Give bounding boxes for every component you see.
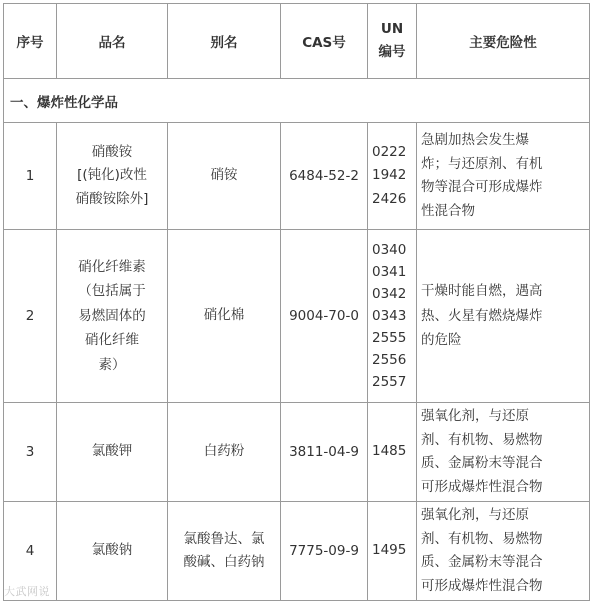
header-name: 品名 xyxy=(57,4,168,79)
text-line: 可形成爆炸性混合物 xyxy=(421,577,543,594)
text-line: 性混合物 xyxy=(421,202,475,219)
un-lines xyxy=(372,539,412,563)
text-line: 硝铵 xyxy=(210,167,238,184)
cell-cas: 9004-70-0 xyxy=(281,230,368,403)
text-line: 硝化纤维素 xyxy=(78,258,146,275)
cell-un xyxy=(368,230,417,403)
name-lines xyxy=(61,141,163,212)
cell-alias xyxy=(168,403,281,502)
hazard-lines xyxy=(421,129,585,223)
hazardous-chemicals-table xyxy=(3,3,590,601)
header-un xyxy=(368,4,417,79)
text-line: 剂、有机物、易燃物 xyxy=(421,431,543,448)
text-line: 硝化纤维 xyxy=(85,332,139,349)
text-line: 0222 xyxy=(372,143,407,160)
header-cas: CAS号 xyxy=(281,4,368,79)
table-row xyxy=(4,230,590,403)
text-line: 剂、有机物、易燃物 xyxy=(421,530,543,547)
section-row xyxy=(4,79,590,123)
text-line: 1485 xyxy=(372,443,407,460)
text-line: 素） xyxy=(98,356,126,373)
text-line: [(钝化)改性 xyxy=(77,167,147,184)
cell-alias xyxy=(168,502,281,601)
text-line: 质、金属粉末等混合 xyxy=(421,554,543,570)
text-line: 可形成爆炸性混合物 xyxy=(421,478,543,495)
cell-name xyxy=(57,123,168,230)
cell-cas: 7775-09-9 xyxy=(281,502,368,601)
cell-un xyxy=(368,502,417,601)
cell-cas: 3811-04-9 xyxy=(281,403,368,502)
text-line: 热、火星有燃烧爆炸 xyxy=(421,307,543,324)
text-line: 2556 xyxy=(372,352,407,368)
text-line: 0341 xyxy=(372,264,407,280)
hazard-lines xyxy=(421,504,585,598)
cell-un xyxy=(368,403,417,502)
text-line: 强氧化剂，与还原 xyxy=(421,408,529,424)
section-title: 一、爆炸性化学品 xyxy=(4,79,590,123)
name-lines xyxy=(61,255,163,378)
text-line: 急剧加热会发生爆 xyxy=(421,132,529,148)
cell-seq: 2 xyxy=(4,230,57,403)
cell-seq: 3 xyxy=(4,403,57,502)
header-row xyxy=(4,4,590,79)
text-line: 强氧化剂，与还原 xyxy=(421,507,529,523)
cell-seq: 4 xyxy=(4,502,57,601)
text-line: 的危险 xyxy=(421,332,462,349)
text-line: 干燥时能自燃，遇高 xyxy=(421,283,543,300)
text-line: （包括属于 xyxy=(78,283,146,300)
text-line: 2557 xyxy=(372,374,407,390)
name-lines xyxy=(61,440,163,464)
name-lines xyxy=(61,539,163,563)
table-row xyxy=(4,123,590,230)
table-row xyxy=(4,403,590,502)
text-line: 质、金属粉末等混合 xyxy=(421,455,543,471)
header-seq: 序号 xyxy=(4,4,57,79)
text-line: 硝酸铵除外] xyxy=(75,190,149,207)
cell-hazard xyxy=(417,502,590,601)
cell-seq: 1 xyxy=(4,123,57,230)
text-line: 2555 xyxy=(372,330,407,346)
text-line: 物等混合可形成爆炸 xyxy=(421,179,543,195)
cell-name xyxy=(57,403,168,502)
text-line: 0340 xyxy=(372,242,407,258)
table-row xyxy=(4,502,590,601)
un-lines xyxy=(372,239,412,393)
header-hazard: 主要危险性 xyxy=(417,4,590,79)
text-line: 氯酸钾 xyxy=(91,443,133,460)
text-line: 氯酸鲁达、氯 xyxy=(183,530,265,547)
text-line: 0343 xyxy=(372,308,407,324)
text-line: 1495 xyxy=(372,542,407,559)
hazard-lines xyxy=(421,279,585,353)
text-line: 氯酸钠 xyxy=(91,542,133,559)
cell-hazard xyxy=(417,230,590,403)
header-un-line1: UN xyxy=(380,21,404,37)
text-line: 炸；与还原剂、有机 xyxy=(421,155,543,172)
cell-hazard xyxy=(417,123,590,230)
hazard-lines xyxy=(421,405,585,499)
text-line: 易燃固体的 xyxy=(78,307,146,324)
text-line: 1942 xyxy=(372,167,407,184)
text-line: 硝酸铵 xyxy=(91,143,133,160)
text-line: 白药粉 xyxy=(203,443,245,460)
un-lines xyxy=(372,141,412,212)
header-un-line2: 编号 xyxy=(378,44,406,60)
cell-name xyxy=(57,502,168,601)
alias-lines xyxy=(172,304,276,328)
cell-un xyxy=(368,123,417,230)
cell-alias xyxy=(168,230,281,403)
text-line: 0342 xyxy=(372,286,407,302)
cell-hazard xyxy=(417,403,590,502)
un-lines xyxy=(372,440,412,464)
cell-cas: 6484-52-2 xyxy=(281,123,368,230)
watermark: 大武网说 xyxy=(4,585,50,598)
text-line: 2426 xyxy=(372,190,407,207)
text-line: 酸碱、白药钠 xyxy=(183,554,265,570)
cell-alias xyxy=(168,123,281,230)
alias-lines xyxy=(172,164,276,188)
alias-lines xyxy=(172,528,276,575)
cell-name xyxy=(57,230,168,403)
text-line: 硝化棉 xyxy=(203,307,245,324)
alias-lines xyxy=(172,440,276,464)
header-alias: 别名 xyxy=(168,4,281,79)
